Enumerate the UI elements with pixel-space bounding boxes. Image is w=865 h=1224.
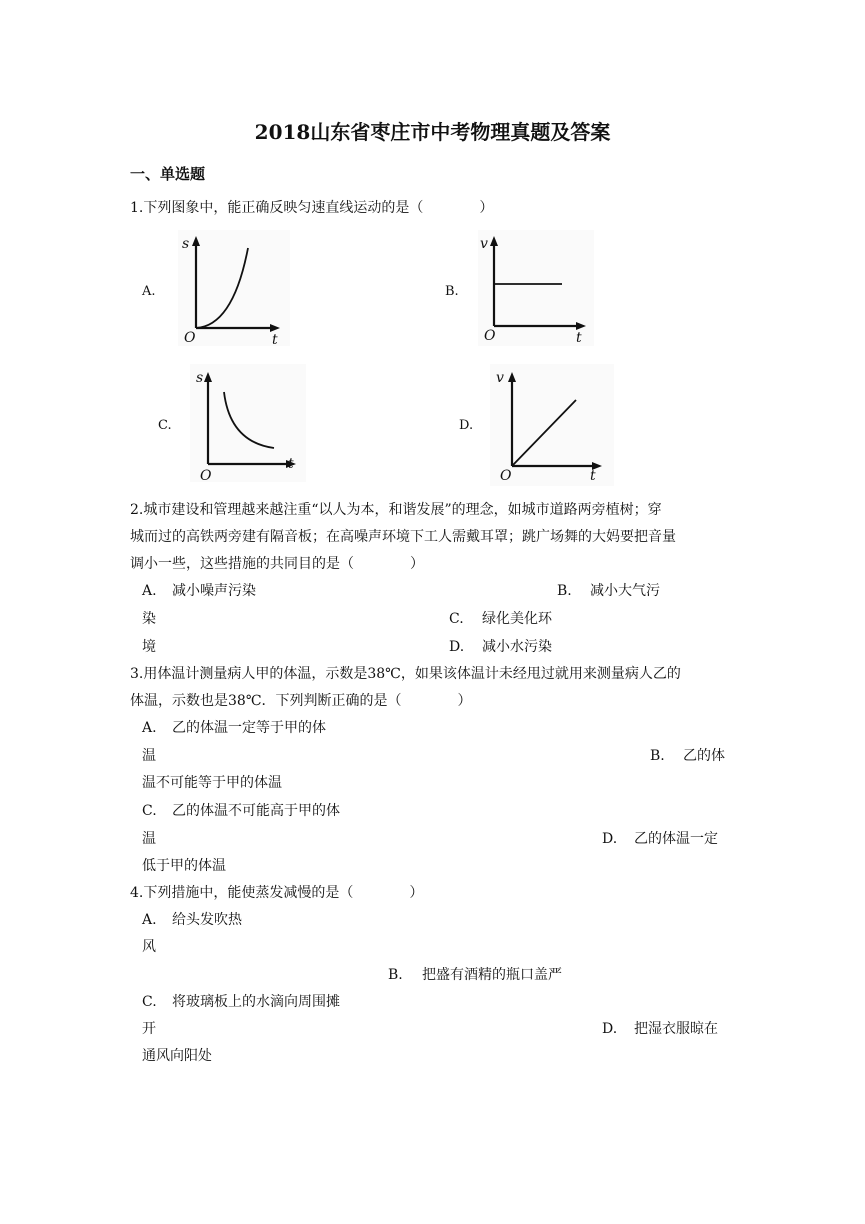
- q3-option-d-text-2: 低于甲的体温: [142, 858, 226, 874]
- q1-a-xaxis-label: t: [272, 332, 278, 346]
- q1-option-c-graph: [190, 364, 306, 482]
- question-3-stem-line-2: 体温，示数也是38℃．下列判断正确的是（ ）: [130, 693, 472, 709]
- q1-option-a-letter: A.: [142, 284, 156, 299]
- q1-option-a-graph: [178, 230, 290, 346]
- q2-option-b-text-2: 染: [142, 611, 156, 627]
- q2-option-c-letter: C.: [449, 611, 464, 627]
- question-2-stem-line-1: 2.城市建设和管理越来越注重“以人为本，和谐发展”的理念，如城市道路两旁植树；穿: [130, 502, 662, 518]
- page-title: 2018山东省枣庄市中考物理真题及答案: [254, 120, 611, 144]
- q1-c-xaxis-label: t: [288, 456, 294, 472]
- q1-b-xaxis-label: t: [576, 330, 582, 346]
- q3-option-b-letter: B.: [650, 748, 665, 764]
- question-3-stem-line-1: 3.用体温计测量病人甲的体温，示数是38℃，如果该体温计未经甩过就用来测量病人乙的: [130, 666, 681, 682]
- q3-option-a-letter: A.: [142, 720, 157, 736]
- q2-option-d-letter: D.: [449, 639, 465, 655]
- q4-option-c-letter: C.: [142, 994, 157, 1010]
- question-2-stem-line-3: 调小一些，这些措施的共同目的是（ ）: [130, 556, 424, 572]
- q1-b-yaxis-label: v: [480, 236, 488, 252]
- q3-option-c-text-2: 温: [142, 831, 156, 847]
- q1-option-d-letter: D.: [459, 418, 474, 433]
- q1-d-xaxis-label: t: [590, 468, 596, 484]
- q3-option-c-text-1: 乙的体温不可能高于甲的体: [172, 803, 340, 819]
- q4-option-d-letter: D.: [602, 1021, 618, 1037]
- q1-c-yaxis-label: s: [196, 370, 204, 386]
- q4-option-d-text-1: 把湿衣服晾在: [634, 1021, 718, 1037]
- q2-option-d-text: 减小水污染: [482, 639, 552, 655]
- q4-option-a-text-1: 给头发吹热: [172, 912, 242, 928]
- q4-option-b-text: 把盛有酒精的瓶口盖严: [422, 967, 562, 983]
- q1-option-c-letter: C.: [158, 418, 172, 433]
- question-2-stem-line-2: 城而过的高铁两旁建有隔音板；在高噪声环境下工人需戴耳罩；跳广场舞的大妈要把音量: [130, 529, 676, 545]
- q3-option-d-text-1: 乙的体温一定: [634, 831, 718, 847]
- q3-option-d-letter: D.: [602, 831, 618, 847]
- q1-c-origin-label: O: [200, 468, 212, 482]
- q4-option-b-letter: B.: [388, 967, 403, 983]
- q3-option-a-text-2: 温: [142, 748, 156, 764]
- question-4-stem: 4.下列措施中，能使蒸发减慢的是（ ）: [130, 885, 424, 901]
- q3-option-b-text-2: 温不可能等于甲的体温: [142, 775, 282, 791]
- q3-option-a-text-1: 乙的体温一定等于甲的体: [172, 720, 326, 736]
- q2-option-c-text-1: 绿化美化环: [482, 611, 552, 627]
- q2-option-b-letter: B.: [557, 583, 572, 599]
- q1-option-b-letter: B.: [445, 284, 459, 299]
- q3-option-b-text-1: 乙的体: [683, 748, 725, 764]
- q1-option-d-graph: [490, 364, 614, 486]
- q1-a-origin-label: O: [184, 330, 196, 346]
- q1-d-yaxis-label: v: [496, 370, 504, 386]
- q1-d-origin-label: O: [500, 468, 512, 484]
- q4-option-a-text-2: 风: [142, 939, 156, 955]
- q1-option-b-graph: [478, 230, 594, 346]
- q2-option-a-text: 减小噪声污染: [172, 583, 256, 599]
- q3-option-c-letter: C.: [142, 803, 157, 819]
- q2-option-c-text-2: 境: [142, 639, 156, 655]
- question-1-stem: 1.下列图象中，能正确反映匀速直线运动的是（ ）: [130, 200, 494, 216]
- q2-option-b-text-1: 减小大气污: [590, 583, 660, 599]
- q4-option-c-text-1: 将玻璃板上的水滴向周围摊: [172, 994, 340, 1010]
- q1-b-origin-label: O: [484, 328, 496, 344]
- q4-option-d-text-2: 通风向阳处: [142, 1048, 212, 1064]
- q2-option-a-letter: A.: [142, 583, 157, 599]
- q1-a-yaxis-label: s: [182, 236, 190, 252]
- q4-option-c-text-2: 开: [142, 1021, 156, 1037]
- q4-option-a-letter: A.: [142, 912, 157, 928]
- section-heading: 一、单选题: [130, 165, 206, 183]
